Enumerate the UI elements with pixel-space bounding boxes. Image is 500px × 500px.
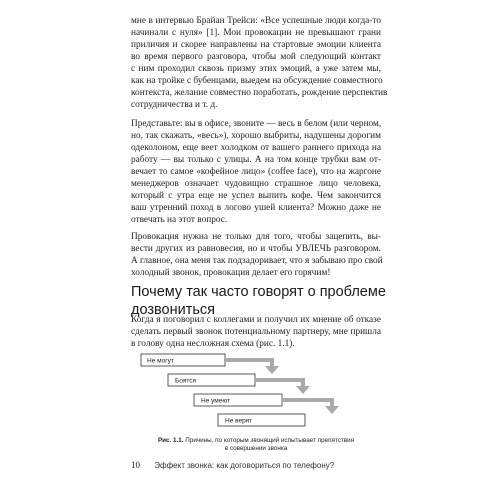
paragraph-2 bbox=[131, 118, 381, 226]
text-line: во время первого разговора, чтобы мой следующий контакт bbox=[131, 52, 381, 63]
step-label: Боятся bbox=[175, 377, 197, 385]
text-line: одеколоном, еще веет холодком от вашего раннего прихода на bbox=[131, 143, 381, 154]
figure-caption bbox=[131, 437, 381, 453]
arrow-1 bbox=[226, 360, 279, 374]
text-line: Когда я поговорил с коллегами и получил их мнение об отказе bbox=[131, 315, 381, 325]
running-title: Эффект звонка: как договориться по телефону? bbox=[154, 461, 335, 470]
caption-label: Рис. 1.1. bbox=[157, 437, 184, 444]
diagram-step-2 bbox=[168, 374, 255, 386]
text-line: холодный звонок, провокация делает его горячим! bbox=[131, 268, 331, 279]
diagram-step-1 bbox=[141, 354, 225, 366]
text-line: работу — вы только с улицы. А на том конце трубки вам от- bbox=[131, 155, 381, 166]
text-line: вести других из равновесия, но и чтобы УВЛЕЧЬ разговором. bbox=[131, 244, 381, 255]
reasons-diagram bbox=[138, 352, 378, 432]
page-number: 10 bbox=[131, 460, 140, 470]
text-line: начинали с нуля» [1]. Мои провокации не превышают грани bbox=[131, 28, 381, 39]
step-label: Не могут bbox=[147, 357, 174, 365]
caption-text: в совершении звонка bbox=[224, 445, 288, 453]
text-line: вечает то самое «кофейное лицо» (coffee face), что на жаргоне bbox=[131, 167, 381, 178]
paragraph-3 bbox=[131, 231, 381, 279]
text-line: Провокация нужна не только для того, чтобы зацепить, вы- bbox=[131, 232, 381, 242]
text-line: но, так скажать, «весь»), хорошо выбриты, надушены дорогим bbox=[131, 131, 381, 142]
step-label: Не умеют bbox=[201, 397, 231, 405]
text-line: сотрудничества и т. д. bbox=[131, 100, 218, 111]
text-line: менеджеров означает чудовищно страшное лицо человека, bbox=[131, 179, 381, 190]
text-line: отвечать на этот вопрос. bbox=[131, 215, 228, 226]
arrow-3 bbox=[283, 400, 339, 414]
heading-line: Почему так часто говорят о проблеме bbox=[131, 284, 386, 300]
text-line: Представьте: вы в офисе, звоните — весь в белом (или черном, bbox=[131, 119, 382, 129]
text-line: в голову одна несложная схема (рис. 1.1). bbox=[131, 339, 295, 350]
text-line: сделать первый звонок потенциальному партнеру, мне пришла bbox=[131, 327, 381, 338]
text-line: как на тройке с бубенцами, выедем на обсуждение совместного bbox=[131, 76, 383, 87]
intro-paragraph bbox=[131, 314, 381, 350]
diagram-step-3 bbox=[194, 394, 282, 406]
text-line: приличия и скорее направлены на стартовые эмоции клиента bbox=[131, 40, 381, 51]
diagram-step-4 bbox=[218, 414, 305, 426]
step-label: Не верят bbox=[225, 417, 253, 425]
caption-text: Причины, по которым звонящий испытывает препятствия bbox=[183, 437, 355, 444]
page-footer bbox=[131, 460, 381, 470]
paragraph-1 bbox=[131, 15, 388, 111]
text-line: А главное, она меня так подзадоривает, что я забываю про свой bbox=[131, 256, 383, 267]
arrow-2 bbox=[256, 380, 310, 394]
heading-line: дозвониться bbox=[131, 302, 216, 318]
text-line: который с утра еще не успел выпить кофе. Чем закончится bbox=[131, 191, 381, 202]
text-line: мне в интервью Брайан Трейси: «Все успешные люди когда-то bbox=[131, 16, 381, 26]
text-line: ваш утренний поход в логово ушей клиента? Можно даже не bbox=[131, 203, 381, 214]
text-line: с ним проходил сквозь призму этих эмоций, а уже затем мы, bbox=[131, 64, 381, 75]
text-line: контекста, желание совместно поработать, рождение перспектив bbox=[131, 88, 388, 99]
